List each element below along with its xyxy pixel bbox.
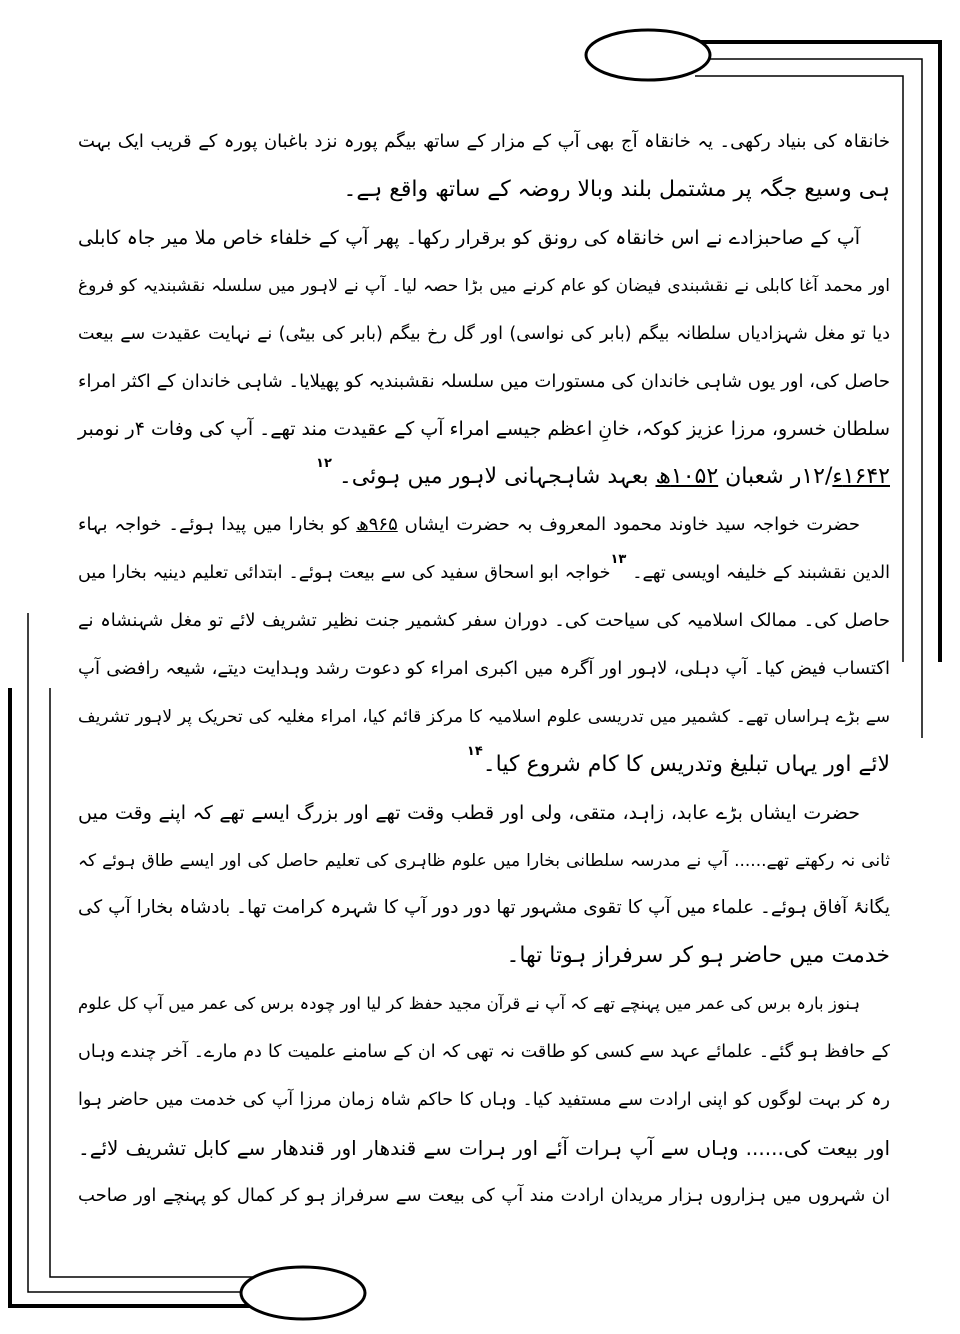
text-line <box>78 1124 890 1172</box>
line-text: یگانۂ آفاق ہوئے۔ علماء میں آپ کا تقوی مشہور تھا دور دور آپ کا شہرہ کرامت تھا۔ بادشاہ بخارا آپ کی <box>78 897 890 919</box>
footnote-reference: ۱۲ <box>316 456 332 472</box>
text-line <box>78 358 890 406</box>
line-text: آپ کے صاحبزادے نے اس خانقاہ کی رونق کو برقرار رکھا۔ پھر آپ کے خلفاء خاص ملا میر جاہ کابلی <box>78 226 860 249</box>
line-text: کو بخارا میں پیدا ہوئے۔ خواجہ بہاء <box>78 514 357 536</box>
text-line <box>78 118 890 166</box>
text-line <box>78 645 890 693</box>
text-line <box>78 166 890 214</box>
underlined-date: ۱۰۵۲ھ <box>655 464 719 490</box>
text-line <box>78 1028 890 1076</box>
text-line <box>78 789 890 837</box>
text-line <box>78 741 890 789</box>
line-text: حضرت ایشاں بڑے عابد، زاہد، متقی، ولی اور قطب وقت تھے اور بزرگ ایسے تھے کہ اپنے وقت میں <box>78 801 860 824</box>
text-line <box>78 262 890 310</box>
line-text: رہ کر بہت لوگوں کو اپنی ارادت سے مستفید کیا۔ وہاں کا حاکم شاہ زمان مرزا آپ کی خدمت میں حاضر ہوا <box>78 1090 890 1110</box>
underlined-date: ۱۶۴۲ء <box>832 464 890 490</box>
line-text: /۱۲ر شعبان <box>718 464 833 490</box>
top-ornament-ellipse <box>586 30 710 80</box>
text-line <box>78 549 890 597</box>
text-line <box>78 597 890 645</box>
text-line <box>78 980 890 1028</box>
line-text: خواجہ ابو اسحاق سفید کی سے بیعت ہوئے۔ ابتدائی تعلیم دینیہ بخارا میں <box>78 563 611 584</box>
line-text: لائے اور یہاں تبلیغ وتدریس کا کام شروع کیا۔ <box>482 751 890 777</box>
line-text: ہی وسیع جگہ پر مشتمل بلند وبالا روضہ کے ساتھ واقع ہے۔ <box>343 176 890 202</box>
text-line <box>78 1172 890 1220</box>
line-text: بعہد شاہجہانی لاہور میں ہوئی۔ <box>331 464 656 490</box>
line-text: کے حافظ ہو گئے۔ علمائے عہد سے کسی کو طاقت نہ تھی کہ ان کے سامنے علمیت کا دم مارے۔ آخر چندے وہاں <box>78 1042 890 1063</box>
line-text: حضرت خواجہ سید خاوند محمود المعروف بہ حضرت ایشاں <box>397 514 861 536</box>
line-text: خانقاہ کی بنیاد رکھی۔ یہ خانقاہ آج بھی آپ کے مزار کے ساتھ بیگم پورہ نزد باغبان پورہ کے قریب ایک بہت <box>78 131 890 152</box>
text-line <box>78 932 890 980</box>
text-line <box>78 214 890 262</box>
line-text: حاصل کی۔ ممالک اسلامیہ کی سیاحت کی۔ دوران سفر کشمیر جنت نظیر تشریف لائے تو مغل شہنشاہ نے <box>78 610 890 631</box>
bottom-ornament-ellipse <box>241 1267 365 1319</box>
footnote-reference: ۱۳ <box>610 552 627 568</box>
line-text: سلطان خسرو، مرزا عزیز کوکہ، خانِ اعظم جیسے امراء آپ کے عقیدت مند تھے۔ آپ کی وفات ۴ر نومبر <box>78 418 890 441</box>
text-line <box>78 884 890 932</box>
line-text: سے بڑے ہراساں تھے۔ کشمیر میں تدریسی علوم اسلامیہ کا مرکز قائم کیا، امراء مغلیہ کی تحریک پر لاہور تشریف <box>78 706 890 727</box>
line-text: اور بیعت کی...... وہاں سے آپ ہرات آئے اور ہرات سے قندھار اور قندھار سے کابل تشریف لائے۔ <box>78 1135 890 1160</box>
line-text: خدمت میں حاضر ہو کر سرفراز ہوتا تھا۔ <box>506 943 890 969</box>
line-text: ہنوز بارہ برس کی عمر میں پہنچے تھے کہ آپ نے قرآن مجید حفظ کر لیا اور چودہ برس کی عمر میں آپ کل علوم <box>77 994 860 1014</box>
text-line <box>78 405 890 453</box>
line-text: الدین نقشبند کے خلیفہ اویسی تھے۔ <box>626 563 890 584</box>
line-text: ان شہروں میں ہزاروں ہزار مریدان ارادت مند آپ کی بیعت سے سرفراز ہو کر کمال کو پہنچے اور صاحب <box>78 1184 890 1206</box>
line-text: اور محمد آغا کابلی نے نقشبندی فیضان کو عام کرنے میں بڑا حصہ لیا۔ آپ نے لاہور میں سلسلہ نقشبندیہ کو فروغ <box>78 275 890 296</box>
line-text: دیا تو مغل شہزادیاں سلطانہ بیگم (بابر کی نواسی) اور گل رخ بیگم (بابر کی بیٹی) نے نہایت عقیدت سے بیعت <box>78 323 890 344</box>
line-text: اکتساب فیض کیا۔ آپ دہلی، لاہور اور آگرہ میں اکبری امراء کو دعوت رشد وہدایت دیتے، شیعہ رافضی آپ <box>78 657 890 679</box>
text-line <box>78 837 890 885</box>
line-text: حاصل کی، اور یوں شاہی خاندان کی مستورات میں سلسلہ نقشبندیہ کو پھیلایا۔ شاہی خاندان کے اکثر امراء <box>78 370 890 392</box>
footnote-reference: ۱۴ <box>466 743 483 759</box>
line-text: ثانی نہ رکھتے تھے...... آپ نے مدرسہ سلطانی بخارا میں علوم ظاہری کی تعلیم حاصل کی اور ایسے طاق ہوئے کہ <box>78 850 890 871</box>
text-line <box>78 693 890 741</box>
text-line <box>78 453 890 501</box>
text-line <box>78 1076 890 1124</box>
text-line <box>78 501 890 549</box>
text-line <box>78 310 890 358</box>
underlined-date: ۹۶۵ھ <box>356 514 398 536</box>
